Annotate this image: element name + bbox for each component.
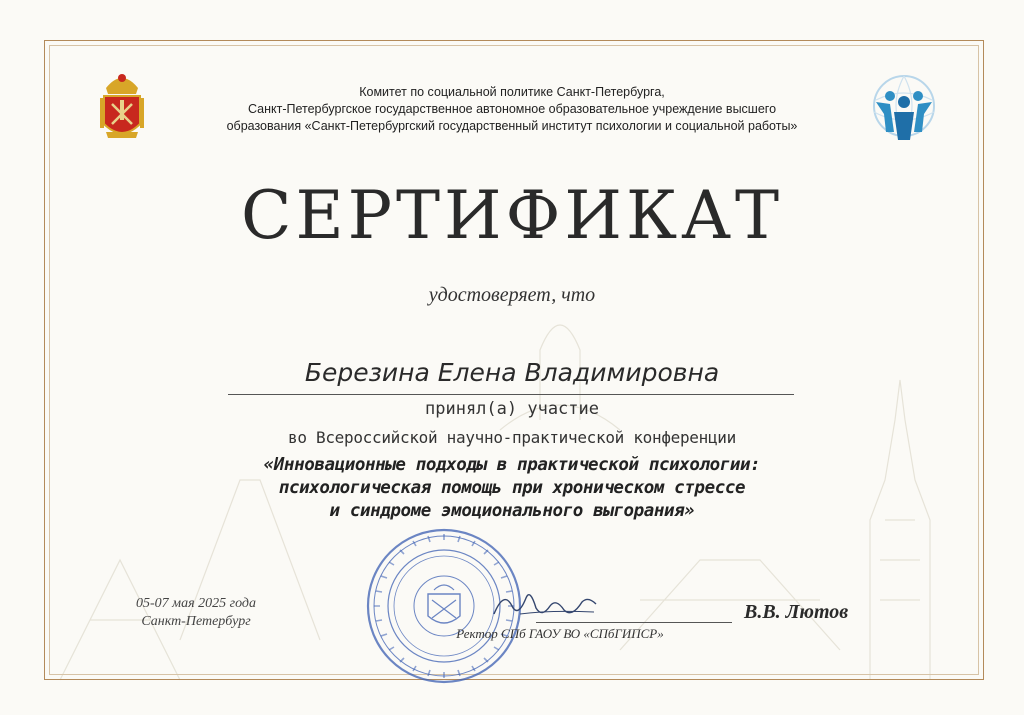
saint-petersburg-coat-of-arms-icon [96,68,148,146]
signer-name: В.В. Лютов [744,601,849,623]
rector-signature [490,584,600,624]
conference-title-line: и синдроме эмоционального выгорания» [329,501,695,521]
event-date-place [96,595,296,631]
participation-text: принял(а) участие [425,399,599,419]
event-city: Санкт-Петербург [141,614,251,629]
header-line: Комитет по социальной политике Санкт-Петербурга, [359,85,665,99]
issuer-header [170,84,854,135]
recipient-underline [228,394,794,395]
conference-title-line: «Инновационные подходы в практической психологии: [263,455,761,475]
conference-title [0,454,1024,523]
conference-title-line: психологическая помощь при хроническом стрессе [278,478,746,498]
recipient-name: Березина Елена Владимировна [304,358,720,387]
attests-text: удостоверяет, что [428,284,596,306]
header-line: Санкт-Петербургское государственное автономное образовательное учреждение высшего [247,102,777,116]
signer-role: Ректор СПб ГАОУ ВО «СПбГИПСР» [456,626,664,641]
institute-people-logo-icon [866,72,942,144]
event-dates: 05-07 мая 2025 года [136,596,256,611]
signature-line [536,622,732,623]
header-line: образования «Санкт-Петербургский государственный институт психологии и социальной работы» [226,119,798,133]
conference-type: во Всероссийской научно-практической конференции [288,428,736,447]
certificate-title: СЕРТИФИКАТ [240,177,784,254]
